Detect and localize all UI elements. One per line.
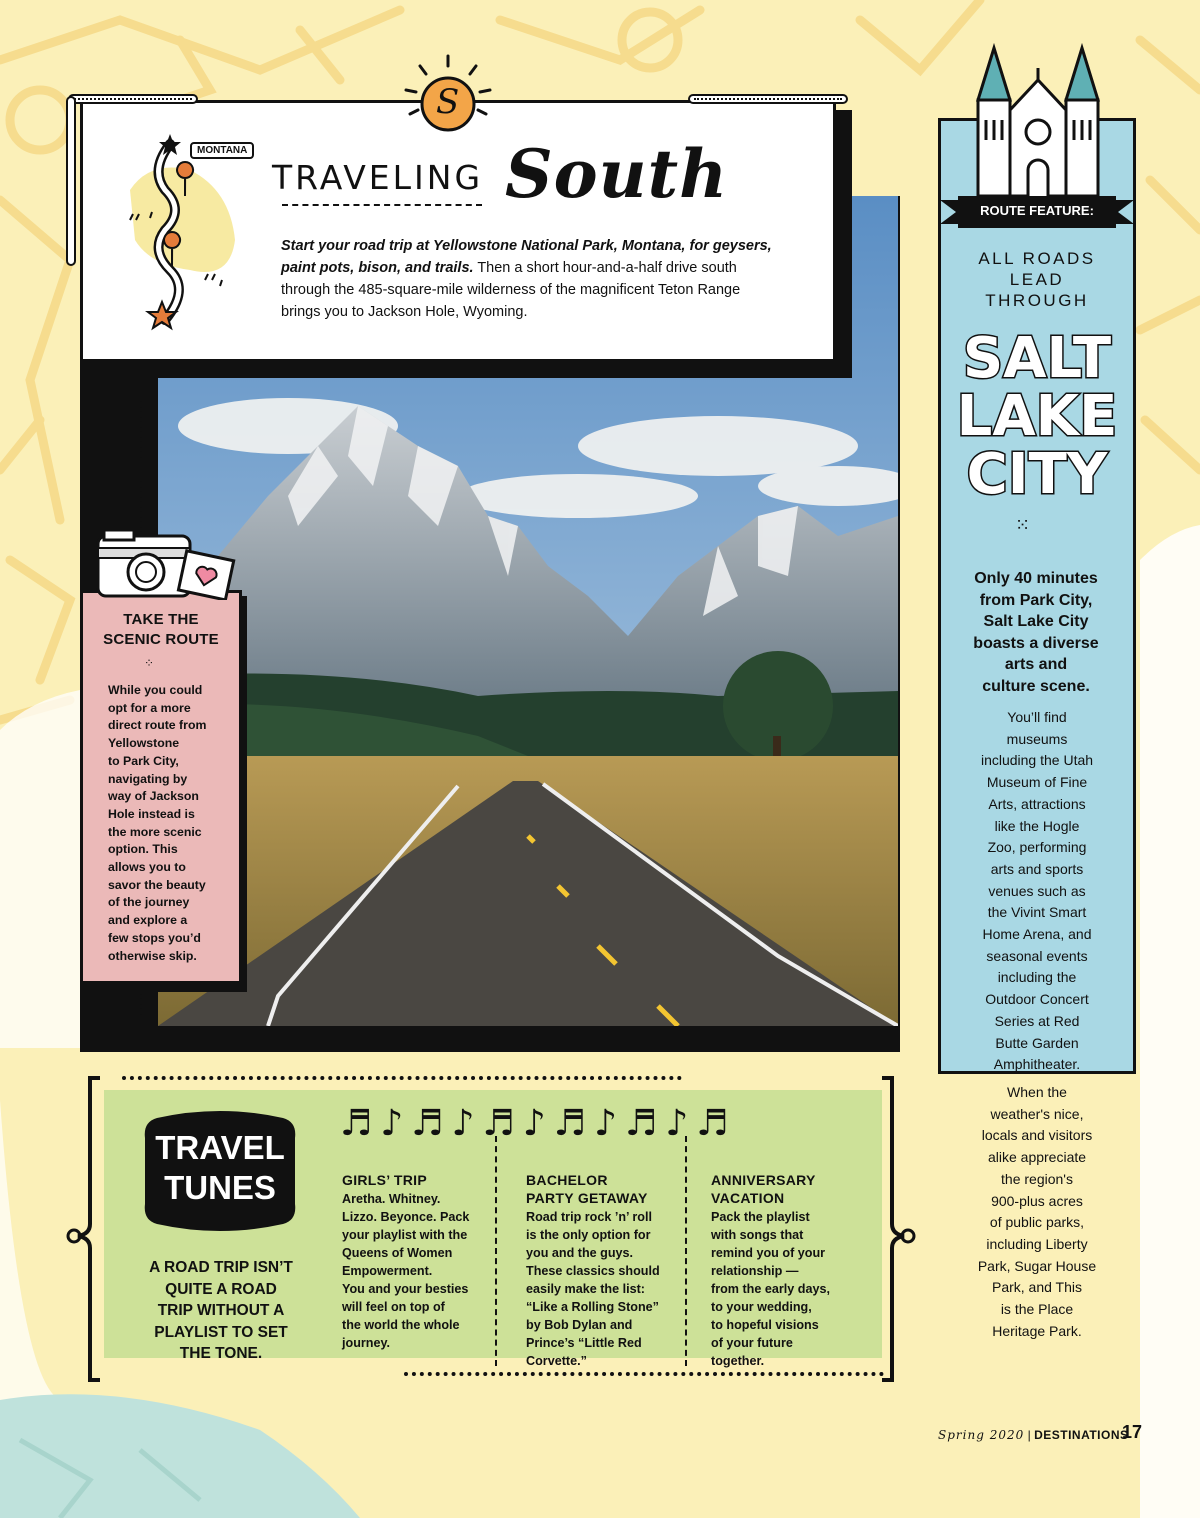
tune-line: Lizzo. Beyonce. Pack [342,1210,470,1224]
big-title-line: LAKE [956,384,1118,449]
scenic-line: otherwise skip. [108,948,197,963]
tune-line: Corvette.” [526,1354,587,1368]
tunes-sub-line: THE TONE. [179,1345,263,1362]
bracket-left-icon [64,1074,104,1384]
route-feature-subtitle [942,248,1132,311]
lead-line: Salt Lake City [983,613,1089,630]
route-feature-paragraph-2 [952,1082,1122,1342]
p1-line: Series at Red [994,1012,1080,1029]
tune-heading: GIRLS’ TRIP [342,1172,427,1188]
p2-line: When the [1007,1084,1067,1100]
map-label: MONTANA [190,142,254,159]
scenic-route-body [108,682,234,965]
scenic-line: option. This [108,842,178,857]
p1-line: the Vivint Smart [987,904,1087,921]
map-route-icon [110,130,250,350]
tune-line: of your future [711,1336,793,1350]
p1-line: Outdoor Concert [985,991,1089,1008]
p1-line: including the Utah [980,752,1094,769]
tune-line: Road trip rock ’n’ roll [526,1210,652,1224]
p2-line: weather's nice, [990,1105,1084,1122]
p1-line: seasonal events [986,947,1088,964]
column-divider [495,1136,497,1366]
p2-line: 900-plus acres [991,1192,1083,1209]
scenic-route-title [82,610,240,650]
scenic-line: savor the beauty [108,877,206,892]
lead-line: Only 40 minutes [974,570,1098,587]
tune-line: These classics should [526,1264,660,1278]
page-footer [938,1428,1129,1442]
route-feature-lead [946,568,1126,697]
tunes-sub-line: PLAYLIST TO SET [154,1323,288,1341]
lead-line: culture scene. [982,677,1090,695]
badge-line: TUNES [164,1169,276,1206]
route-feature-paragraph-1 [952,707,1122,1076]
scenic-line: of the journey [108,895,190,910]
scenic-line: allows you to [108,860,186,875]
tune-line: remind you of your [711,1246,826,1260]
scenic-title-line1: TAKE THE [123,611,199,628]
scenic-line: Yellowstone [108,736,180,751]
scenic-line: to Park City, [108,753,179,768]
tune-column-girls-trip [342,1172,492,1352]
dotted-bar-right [688,94,848,104]
music-notes-icon: ♬♪♬♪♬♪♬♪♬♪♬ [340,1103,737,1144]
route-feature-label: ROUTE FEATURE: [980,203,1094,218]
p1-line: Zoo, performing [987,839,1087,856]
p1-line: arts and sports [990,860,1084,877]
dotted-bar-left [68,94,198,104]
ornament-icon: ⁙ [1015,515,1031,535]
tunes-sub-line: TRIP WITHOUT A [157,1302,285,1319]
footer-magazine: DESTINATIONS [1034,1428,1129,1442]
dotted-bar-vertical [66,96,76,266]
tune-line: Empowerment. [342,1264,433,1278]
tunes-sub-line: A ROAD TRIP ISN’T [149,1259,293,1276]
tune-line: from the early days, [711,1282,830,1296]
tune-line: is the only option for [526,1228,651,1242]
tune-line: with songs that [711,1228,804,1242]
intro-rest: Then a short hour-and-a-half drive south through the 485-square-mile wilderness of the magnificent Teton Range brings you to Jackson Hole, Wyoming. [281,260,741,320]
p1-line: like the Hogle [994,817,1080,834]
title-rule [282,204,482,206]
tune-line: to your wedding, [711,1300,812,1314]
big-title-line: SALT [962,326,1112,391]
lead-line: arts and [1004,656,1068,673]
tune-column-anniversary [711,1172,861,1370]
sun-letter: S [436,82,460,122]
big-title-line: CITY [966,442,1108,505]
tunes-sub-line: QUITE A ROAD [165,1280,277,1298]
footer-separator: | [1027,1428,1031,1442]
tune-heading: VACATION [711,1190,785,1206]
p2-line: of public parks, [989,1214,1085,1231]
p2-line: locals and visitors [981,1127,1093,1144]
p1-line: Arts, attractions [988,795,1086,812]
p1-line: Home Arena, and [982,926,1092,943]
scenic-line: While you could [108,683,203,697]
tune-line: Prince’s “Little Red [526,1336,642,1350]
p1-line: venues such as [988,882,1086,899]
tune-heading: PARTY GETAWAY [526,1190,648,1206]
scenic-title-line2: SCENIC ROUTE [103,631,219,648]
tune-line: journey. [342,1336,391,1350]
p2-line: Heritage Park. [992,1322,1082,1339]
tune-line: relationship — [711,1264,799,1278]
scenic-line: way of Jackson [108,789,199,804]
p1-line: Butte Garden [995,1034,1079,1051]
tune-line: will feel on top of [342,1300,445,1314]
tune-line: easily make the list: [526,1282,646,1296]
camera-icon [94,526,240,600]
p2-line: including Liberty [986,1235,1088,1252]
scenic-line: navigating by [108,771,188,786]
p2-line: Park, and This [991,1279,1082,1296]
p1-line: You’ll find [1007,709,1067,725]
p2-line: the region's [1001,1170,1073,1187]
title-traveling: TRAVELING [272,158,484,197]
lead-line: boasts a diverse [973,634,1099,652]
p2-line: Park, Sugar House [977,1257,1097,1274]
intro-paragraph [281,235,781,323]
route-sub-line: THROUGH [985,291,1089,310]
column-divider [685,1136,687,1366]
tune-line: “Like a Rolling Stone” [526,1300,659,1314]
scenic-line: direct route from [108,718,207,733]
intro-bold: Start your road trip at Yellowstone National Park, Montana, for geysers, paint pots, bison, and trails. [281,238,772,276]
p1-line: museums [1006,730,1068,747]
page-number: 17 [1122,1422,1143,1442]
dotted-rule-bottom [404,1372,884,1376]
scenic-line: and explore a [108,913,188,928]
travel-tunes-title [137,1128,303,1208]
tune-line: by Bob Dylan and [526,1318,633,1332]
tune-line: You and your besties [342,1282,469,1296]
p1-line: including the [997,969,1077,986]
scenic-line: few stops you’d [108,930,201,945]
p1-line: Museum of Fine [986,774,1088,791]
tune-line: the world the whole [342,1318,460,1332]
cathedral-icon [968,40,1108,200]
heart-stamp-icon [178,551,233,600]
p2-line: is the Place [1000,1301,1074,1318]
title-south: South [505,135,729,213]
p1-line: Amphitheater. [993,1056,1081,1073]
dotted-rule-top [122,1076,682,1080]
tune-line: your playlist with the [342,1228,468,1242]
travel-tunes-subtitle [136,1257,306,1365]
scenic-line: the more scenic [108,824,202,839]
tune-heading: BACHELOR [526,1172,608,1188]
tune-line: Aretha. Whitney. [342,1192,441,1206]
badge-line: TRAVEL [155,1129,285,1166]
tune-line: to hopeful visions [711,1318,819,1332]
tune-column-bachelor [526,1172,678,1370]
footer-season: Spring 2020 [938,1428,1025,1442]
tune-line: Pack the playlist [711,1210,810,1224]
bracket-right-icon [878,1074,918,1384]
scenic-line: opt for a more [108,700,191,715]
tune-line: Queens of Women [342,1246,453,1260]
route-sub-line: ALL ROADS [978,249,1096,268]
route-sub-line: LEAD [1009,270,1065,289]
tune-line: together. [711,1354,765,1368]
tune-line: you and the guys. [526,1246,634,1260]
tune-heading: ANNIVERSARY [711,1172,816,1188]
ornament-icon: ⁘ [144,656,155,670]
lead-line: from Park City, [979,591,1093,609]
p2-line: alike appreciate [987,1149,1087,1166]
salt-lake-city-title [942,325,1132,505]
scenic-line: Hole instead is [108,806,195,821]
